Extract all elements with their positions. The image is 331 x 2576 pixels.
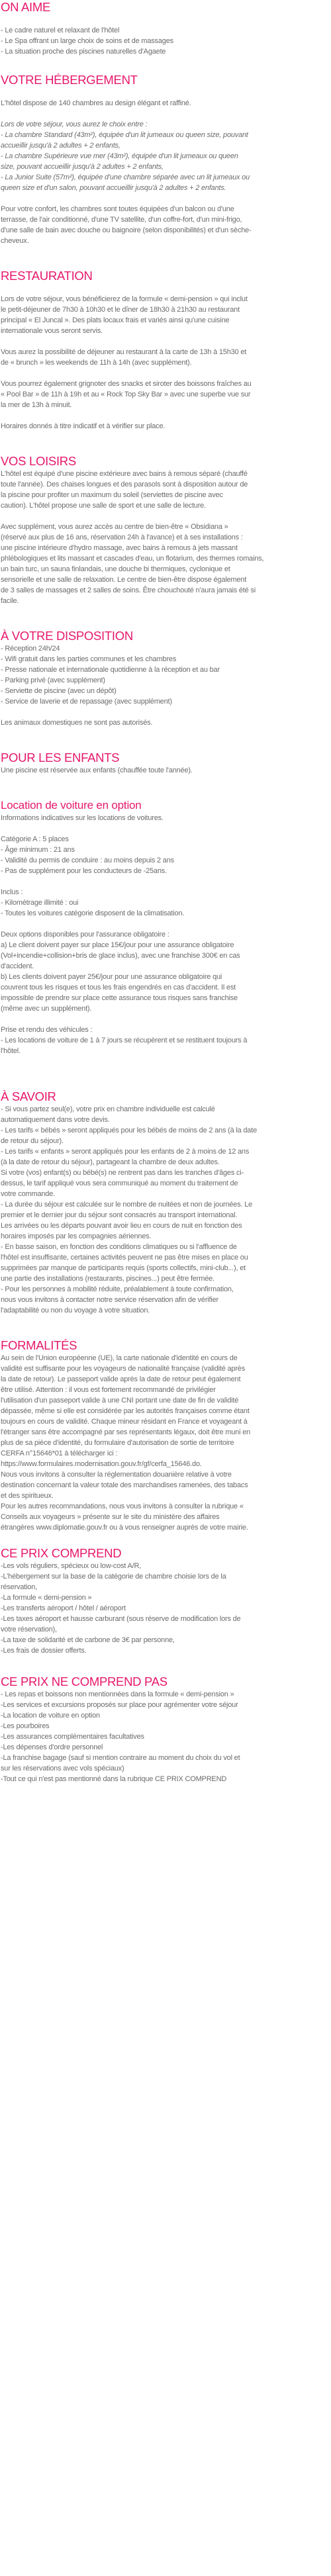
section-line: et des spiritueux. — [1, 1492, 54, 1500]
section-line: le petit-déjeuner de 7h30 à 10h30 et le dîner de 18h30 à 21h30 au restaurant — [1, 306, 240, 314]
section-line: Pour les autres recommandations, nous vous invitons à consulter la rubrique « — [1, 1502, 244, 1510]
section-title-location-voiture: Location de voiture en option — [1, 799, 142, 811]
section-line: -Les services et excursions proposés sur place pour agrémenter votre séjour — [1, 1701, 238, 1709]
section-ce-prix-comprend — [1, 1546, 327, 1667]
section-line: - Toutes les voitures catégorie disposent de la climatisation. — [1, 909, 185, 917]
section-title-a-savoir: À SAVOIR — [1, 1089, 56, 1103]
section-line: queen size et d'un salon, pouvant accueillir jusqu'à 2 adultes + 2 enfants. — [1, 184, 226, 192]
section-line: facile. — [1, 597, 19, 605]
section-line — [1, 368, 327, 379]
section-line: a) Le client doivent payer sur place 15€/jour pour une assurance obligatoire — [1, 941, 234, 949]
section-line: votre commande. — [1, 1190, 55, 1198]
section-line: principal « El Juncal ». Des plats locaux frais et variés ainsi qu'une cuisine — [1, 316, 230, 324]
section-line: Informations indicatives sur les locations de voitures. — [1, 814, 164, 822]
section-line: toute l'année). Des chaises longues et des parasols sont à disposition autour de — [1, 481, 248, 488]
section-line: Lors de votre séjour, vous bénéficierez de la formule « demi-pension » qui inclut — [1, 295, 248, 303]
section-line: d'une salle de bain avec douche ou baignoire (selon disponibilités) et d'un sèche- — [1, 226, 252, 234]
section-line: Une piscine est réservée aux enfants (chauffée toute l'année). — [1, 766, 193, 774]
section-line: une partie des installations (restaurants, piscines...) peut être fermée. — [1, 1275, 214, 1283]
section-line: - La Junior Suite (57m²), équipée d'une chambre séparée avec un lit jumeaux ou — [1, 173, 250, 181]
section-line: (à la date de retour du séjour), partageant la chambre de deux adultes. — [1, 1158, 220, 1166]
section-line: l'hôtel. — [1, 1047, 21, 1055]
section-line — [1, 57, 327, 68]
section-line: L'hôtel est équipé d'une piscine extérieure avec bains à remous séparé (chauffé — [1, 470, 248, 478]
section-line: (réservé aux plus de 16 ans, réservation 24h à l'avance) et à ses installations : — [1, 533, 243, 541]
section-line: Les animaux domestiques ne sont pas autorisés. — [1, 719, 153, 727]
section-line: - La chambre Standard (43m²), équipée d'un lit jumeaux ou queen size, pouvant — [1, 131, 248, 139]
section-line: Les arrivées ou les départs pouvant avoir lieu en cours de nuit en fonction des — [1, 1222, 242, 1230]
section-line: - Âge minimum : 21 ans — [1, 846, 75, 854]
section-line: - Les tarifs « bébés » seront appliqués pour les bébés de moins de 2 ans (à la date — [1, 1127, 257, 1134]
section-line: dépassée, même si elle est considérée par les autorités françaises comme étant — [1, 1407, 250, 1415]
section-line: Au sein de l'Union européenne (UE), la carte nationale d'identité en cours de — [1, 1354, 238, 1362]
section-line: validité est suffisante pour les voyageurs de nationalité française (validité après — [1, 1365, 246, 1373]
section-line: b) Les clients doivent payer 25€/jour pour une assurance obligatoire qui — [1, 973, 222, 981]
section-line: - En basse saison, en fonction des conditions climatiques ou si l'affluence de — [1, 1243, 237, 1251]
section-line: -La formule « demi-pension » — [1, 1594, 92, 1602]
section-line: -Les transferts aéroport / hôtel / aéroport — [1, 1604, 126, 1612]
section-line — [1, 919, 327, 929]
section-line: Vous aurez la possibilité de déjeuner au restaurant à la carte de 13h à 15h30 et — [1, 348, 247, 356]
section-title-on-aime: ON AIME — [1, 0, 50, 14]
section-line: Inclus : — [1, 888, 23, 896]
section-line — [1, 606, 327, 617]
section-title-ce-prix-ne-comprend-pas: CE PRIX NE COMPREND PAS — [1, 1675, 167, 1688]
section-line: -La taxe de solidarité et de carbone de 3€ par personne, — [1, 1636, 175, 1644]
section-location-voiture — [1, 798, 327, 1088]
section-line — [1, 109, 327, 119]
section-line: - Le Spa offrant un large choix de soins et de massages — [1, 37, 173, 45]
section-line: une piscine intérieure d'hydro massage, avec bains à remous à jets massant — [1, 544, 238, 552]
section-line — [1, 707, 327, 717]
section-title-formalites: FORMALITÉS — [1, 1338, 77, 1352]
section-line — [1, 776, 327, 786]
section-line: la piscine pour profiter un maximum du soleil (serviettes de piscine avec — [1, 491, 223, 499]
section-line — [1, 193, 327, 204]
section-line — [1, 432, 327, 442]
section-line — [1, 823, 327, 834]
section-line: Si votre (vos) enfant(s) ou bébé(s) ne rentrent pas dans les tranches d'âges ci- — [1, 1169, 244, 1177]
section-line: Prise et rendu des véhicules : — [1, 1026, 93, 1034]
section-line — [1, 336, 327, 347]
section-title-ce-prix-comprend: CE PRIX COMPREND — [1, 1546, 122, 1560]
section-line — [1, 1326, 327, 1337]
section-line: Nous vous invitons à consulter la réglementation douanière relative à votre — [1, 1471, 232, 1479]
section-line — [1, 1067, 327, 1078]
section-line: - Service de laverie et de repassage (avec supplément) — [1, 698, 172, 706]
section-line: - Réception 24h/24 — [1, 645, 60, 653]
section-line: -Les vols réguliers, spécieux ou low-cost A/R, — [1, 1562, 142, 1570]
section-line: d'accident. — [1, 962, 34, 970]
section-line: - Kilométrage illimité : oui — [1, 899, 79, 907]
section-line: un bain turc, un sauna finlandais, une douche bi thermiques, cyclonique et — [1, 565, 230, 573]
section-line: -La franchise bagage (sauf si mention contraire au moment du choix du vol et — [1, 1754, 240, 1762]
section-line: automatiquement dans votre devis. — [1, 1116, 110, 1124]
section-line: l'utilisation d'un passeport valide à une CNI portant une date de fin de validité — [1, 1397, 239, 1404]
section-line: -La location de voiture en option — [1, 1712, 100, 1720]
section-line: Conseils aux voyageurs » présente sur le site du ministère des affaires — [1, 1513, 220, 1521]
section-formalites — [1, 1338, 327, 1543]
section-line: Horaires donnés à titre indicatif et à vérifier sur place. — [1, 422, 166, 430]
section-line: -Les pourboires — [1, 1722, 50, 1730]
section-line: -Les frais de dossier offerts. — [1, 1647, 87, 1655]
section-line: Lors de votre séjour, vous aurez le choix entre : — [1, 120, 148, 128]
section-line — [1, 1316, 327, 1326]
section-line: sur les réservations avec vols spéciaux) — [1, 1765, 124, 1772]
section-line: terrasse, de l'air conditionné, d'une TV satellite, d'un coffre-fort, d'un mini-frigo, — [1, 216, 242, 224]
section-line: l'étranger sans être accompagné par ses représentants légaux, doit être muni en — [1, 1428, 251, 1436]
section-line: - Validité du permis de conduire : au moins depuis 2 ans — [1, 856, 174, 864]
section-line: de retour du séjour). — [1, 1137, 64, 1145]
section-line: -Les taxes aéroport et hausse carburant (sous réserve de modification lors de — [1, 1615, 241, 1623]
section-line: (Vol+incendie+collision+bris de glace inclus), avec une franchise 300€ en cas — [1, 952, 240, 960]
section-title-a-votre-disposition: À VOTRE DISPOSITION — [1, 629, 133, 643]
section-line: - Pour les personnes à mobilité réduite, préalablement à toute confirmation, — [1, 1285, 234, 1293]
section-line: - La situation proche des piscines naturelles d'Agaete — [1, 48, 166, 56]
section-line: horaires imposés par les compagnies aériennes. — [1, 1232, 152, 1240]
section-line: impossible de prendre sur place cette assurance tous risques sans franchise — [1, 994, 238, 1002]
section-title-vos-loisirs: VOS LOISIRS — [1, 454, 76, 468]
section-line: - Les locations de voiture de 1 à 7 jours se récupèrent et se restituent toujours à — [1, 1036, 248, 1044]
section-votre-hebergement — [1, 73, 327, 257]
section-line — [1, 511, 327, 522]
section-line: dessus, le tarif appliqué vous sera communiqué au moment du traitement de — [1, 1179, 238, 1187]
section-line: votre réservation), — [1, 1626, 57, 1633]
section-line: caution). L'hôtel propose une salle de sport et une salle de lecture. — [1, 502, 206, 510]
section-line: « Pool Bar » de 11h à 19h et au « Rock Top Sky Bar » avec une superbe vue sur — [1, 391, 251, 398]
section-line: la mer de 13h à minuit. — [1, 401, 72, 409]
section-pour-les-enfants — [1, 751, 327, 786]
section-title-votre-hebergement: VOTRE HÉBERGEMENT — [1, 73, 138, 87]
section-line — [1, 283, 327, 294]
section-line: -Les dépenses d'ordre personnel — [1, 1743, 103, 1751]
section-line: - Pas de supplément pour les conducteurs de -25ans. — [1, 867, 167, 875]
section-line: la date de retour). Le passeport valide après la date de retour peut également — [1, 1375, 241, 1383]
section-line[interactable]: étrangères www.diplomatie.gouv.fr ou à vous renseigner auprès de votre mairie. — [1, 1524, 248, 1532]
section-line: (même avec un supplément). — [1, 1005, 92, 1013]
section-line: - La durée du séjour est calculée sur le nombre de nuitées et non de journées. Le — [1, 1201, 253, 1209]
section-line: réservation, — [1, 1583, 38, 1591]
section-line: Deux options disponibles pour l'assurance obligatoire : — [1, 931, 169, 939]
section-line: cheveux. — [1, 237, 29, 245]
section-line — [1, 410, 327, 421]
section-line: accueillir jusqu'à 2 adultes + 2 enfants, — [1, 142, 120, 150]
section-line: - Parking privé (avec supplément) — [1, 676, 105, 684]
section-line — [1, 246, 327, 257]
section-line — [1, 1056, 327, 1067]
section-line: - Les repas et boissons non mentionnées dans la formule « demi-pension » — [1, 1690, 234, 1698]
section-line — [1, 876, 327, 887]
section-line: - Wifi gratuit dans les parties communes et les chambres — [1, 655, 177, 663]
section-line — [1, 1533, 327, 1543]
section-vos-loisirs — [1, 454, 327, 617]
section-line: sensorielle et une salle de relaxation. Le centre de bien-être dispose également — [1, 576, 247, 584]
section-line: supprimées par manque de participants requis (sports collectifs, mini-club...), et — [1, 1264, 246, 1272]
section-on-aime — [1, 0, 327, 68]
section-line: nous vous invitons à contacter notre service réservation afin de vérifier — [1, 1296, 219, 1304]
section-line: Catégorie A : 5 places — [1, 835, 69, 843]
section-line: - Serviette de piscine (avec un dépôt) — [1, 687, 117, 695]
section-line[interactable]: https://www.formulaires.modernisation.gouv.fr/gf/cerfa_15646.do. — [1, 1460, 202, 1468]
section-restauration — [1, 269, 327, 442]
section-line: -Les assurances complémentaires facultatives — [1, 1733, 144, 1741]
section-line: plus de sa pièce d'identité, du formulaire d'autorisation de sortie de territoire — [1, 1439, 234, 1447]
section-a-savoir — [1, 1089, 327, 1337]
section-line: -L'hébergement sur la base de la catégorie de chambre choisie lors de la — [1, 1573, 226, 1581]
section-line: destination concernant la valeur totale des marchandises ramenées, des tabacs — [1, 1481, 248, 1489]
section-line: - La chambre Supérieure vue mer (43m²), équipée d'un lit jumeaux ou queen — [1, 152, 238, 160]
section-line: l'hôtel est insuffisante, certaines activités peuvent ne pas être mises en place ou — [1, 1254, 248, 1262]
section-line: Pour votre confort, les chambres sont toutes équipées d'un balcon ou d'une — [1, 205, 234, 213]
section-line — [1, 1014, 327, 1025]
section-line: L'hôtel dispose de 140 chambres au design élégant et raffiné. — [1, 99, 191, 107]
section-line — [1, 728, 327, 739]
section-ce-prix-ne-comprend-pas — [1, 1675, 327, 1784]
section-title-restauration: RESTAURATION — [1, 269, 93, 283]
section-line: - Le cadre naturel et relaxant de l'hôtel — [1, 26, 120, 34]
section-line: toujours en cours de validité. Chaque mineur résidant en France et voyageant à — [1, 1418, 248, 1426]
section-line — [1, 1078, 327, 1088]
section-line: Vous pourrez également grignoter des snacks et siroter des boissons fraîches au — [1, 380, 252, 388]
section-line — [1, 15, 327, 25]
section-line — [1, 1656, 327, 1667]
section-title-pour-les-enfants: POUR LES ENFANTS — [1, 751, 120, 764]
section-line: internationale vous seront servis. — [1, 327, 103, 335]
section-line: - Les tarifs « enfants » seront appliqués pour les enfants de 2 à moins de 12 ans — [1, 1148, 250, 1156]
section-line: CERFA n°15646*01 à télécharger ici : — [1, 1449, 118, 1457]
section-line: premier et le dernier jour du séjour sont consacrés au transport international. — [1, 1211, 238, 1219]
section-line: Avec supplément, vous aurez accès au centre de bien-être « Obsidiana » — [1, 523, 228, 531]
section-line: - Presse nationale et internationale quotidienne à la réception et au bar — [1, 666, 220, 674]
section-line: size, pouvant accueillir jusqu'à 2 adultes + 2 enfants, — [1, 163, 164, 171]
section-line: de 3 salles de massages et 2 salles de soins. Être chouchouté n'aura jamais été si — [1, 586, 256, 594]
section-line: -Tout ce qui n'est pas mentionné dans la rubrique CE PRIX COMPREND — [1, 1775, 227, 1783]
section-line: couvrent tous les risques et tous les frais engendrés en cas d'accident. Il est — [1, 984, 236, 991]
section-line: de « brunch » les weekends de 11h à 14h (avec supplément). — [1, 359, 192, 367]
section-line: être utilisé. Attention : il vous est fortement recommandé de privilégier — [1, 1386, 216, 1394]
section-line: l'adaptabilité ou non du voyage à votre situation. — [1, 1307, 150, 1314]
section-line — [1, 87, 327, 98]
section-line: phlébologiques et lits massant et cascades d'eau, un flotarium, des thermes romains, — [1, 555, 264, 563]
section-line: - Si vous partez seul(e), votre prix en chambre individuelle est calculé — [1, 1105, 215, 1113]
section-a-votre-disposition — [1, 629, 327, 739]
